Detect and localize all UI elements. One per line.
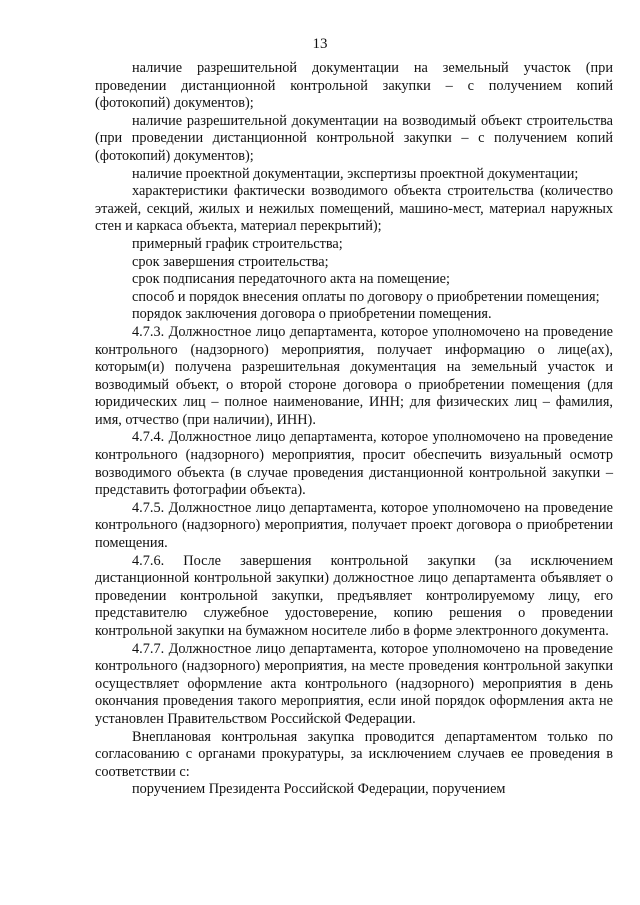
paragraph: характеристики фактически возводимого объекта строительства (количество этажей, секций, жилых и нежилых помещений, машино-мест, материал наружных стен и каркаса объекта, материал перекрытий); bbox=[95, 183, 613, 235]
page-number: 13 bbox=[312, 36, 328, 52]
paragraph: 4.7.4. Должностное лицо департамента, которое уполномочено на проведение контрольного (надзорного) мероприятия, просит обеспечить визуальный осмотр возводимого объекта (в случае проведения дистанционной контрольной закупки – представить фотографии объекта). bbox=[95, 429, 613, 499]
paragraph: 4.7.3. Должностное лицо департамента, которое уполномочено на проведение контрольного (надзорного) мероприятия, получает информацию о лице(ах), которым(и) получена разрешительная документация на земельный участок и возводимый объект, о второй стороне договора о приобретении помещения (для юридических лиц – полное наименование, ИНН; для физических лиц – фамилия, имя, отчество (при наличии), ИНН). bbox=[95, 323, 613, 428]
body-text bbox=[95, 60, 613, 799]
paragraph: наличие разрешительной документации на земельный участок (при проведении дистанционной контрольной закупки – с получением копий (фотокопий) документов); bbox=[95, 60, 613, 112]
paragraph: 4.7.5. Должностное лицо департамента, которое уполномочено на проведение контрольного (надзорного) мероприятия, получает проект договора о приобретении помещения. bbox=[95, 499, 613, 552]
paragraph: срок завершения строительства; bbox=[132, 253, 329, 270]
paragraph: способ и порядок внесения оплаты по договору о приобретении помещения; bbox=[132, 288, 600, 305]
paragraph: примерный график строительства; bbox=[132, 235, 343, 252]
paragraph: порядок заключения договора о приобретении помещения. bbox=[132, 306, 492, 323]
paragraph: Внеплановая контрольная закупка проводится департаментом только по согласованию с органами прокуратуры, за исключением случаев ее проведения в соответствии с: bbox=[95, 728, 613, 780]
paragraph: поручением Президента Российской Федерации, поручением bbox=[132, 781, 506, 798]
paragraph: срок подписания передаточного акта на помещение; bbox=[132, 271, 450, 288]
paragraph: 4.7.7. Должностное лицо департамента, которое уполномочено на проведение контрольного (надзорного) мероприятия, на месте проведения контрольной закупки осуществляет оформление акта контрольного (надзорного) мероприятия в день окончания проведения такого мероприятия, если иной порядок оформления акта не установлен Правительством Российской Федерации. bbox=[95, 640, 613, 727]
paragraph: наличие разрешительной документации на возводимый объект строительства (при проведении дистанционной контрольной закупки – с получением копий (фотокопий) документов); bbox=[95, 112, 613, 164]
paragraph: наличие проектной документации, экспертизы проектной документации; bbox=[132, 165, 579, 182]
paragraph: 4.7.6. После завершения контрольной закупки (за исключением дистанционной контрольной закупки) должностное лицо департамента объявляет о проведении контрольной закупки, предъявляет контролируемому лицу, его представителю служебное удостоверение, копию решения о проведении контрольной закупки на бумажном носителе либо в форме электронного документа. bbox=[95, 552, 613, 639]
